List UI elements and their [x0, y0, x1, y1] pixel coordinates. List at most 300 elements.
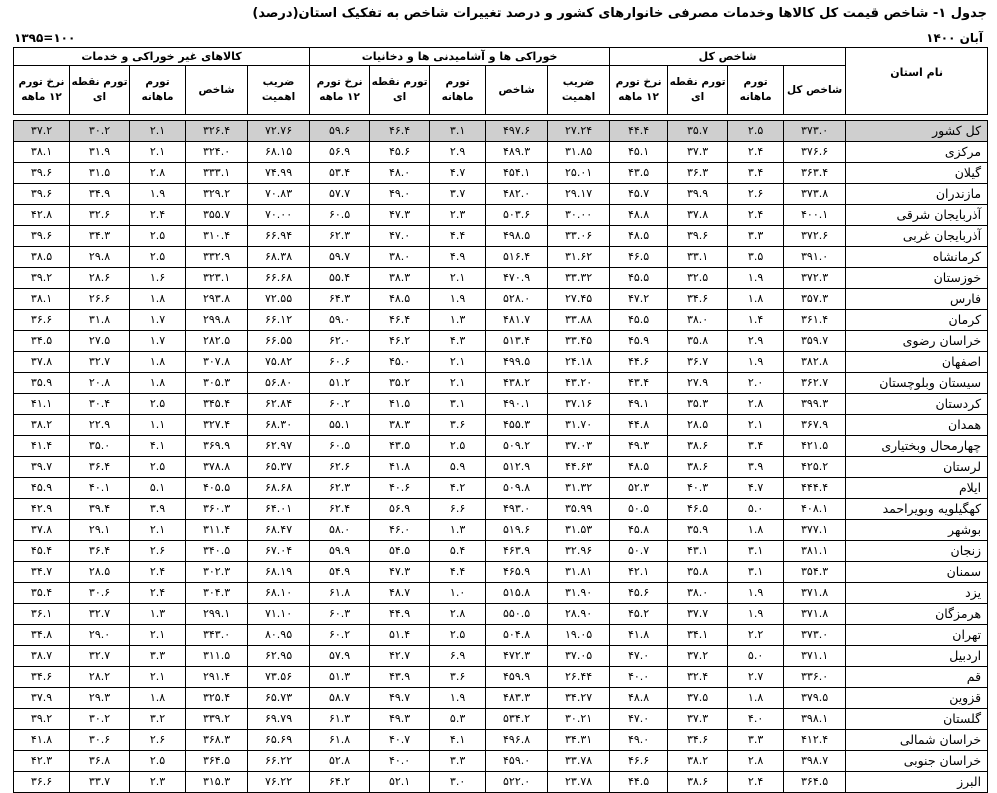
value-cell: ۲.۶: [130, 541, 186, 562]
table-row: [14, 142, 988, 163]
value-cell: ۳۷.۸: [14, 520, 70, 541]
value-cell: ۲۵.۰۱: [548, 163, 610, 184]
value-cell: ۳۱.۹۰: [548, 583, 610, 604]
value-cell: ۲۹.۸: [70, 247, 130, 268]
value-cell: ۴۱.۸: [14, 730, 70, 751]
value-cell: ۳۷۱.۱: [784, 646, 846, 667]
value-cell: ۴۷.۰: [370, 226, 430, 247]
value-cell: ۷۰.۰۰: [248, 205, 310, 226]
table-row: [14, 625, 988, 646]
value-cell: ۴۱.۱: [14, 394, 70, 415]
value-cell: ۴۶.۵: [610, 247, 668, 268]
value-cell: ۴۰۵.۵: [186, 478, 248, 499]
value-cell: ۳۹.۶: [14, 163, 70, 184]
value-cell: ۴۹۷.۶: [486, 121, 548, 142]
value-cell: ۴۴.۸: [610, 415, 668, 436]
value-cell: ۲.۱: [130, 625, 186, 646]
value-cell: ۵۴.۹: [310, 562, 370, 583]
value-cell: ۳۷.۸: [14, 352, 70, 373]
value-cell: ۴۱.۴: [14, 436, 70, 457]
value-cell: ۲.۱: [728, 415, 784, 436]
value-cell: ۳۷.۹: [14, 688, 70, 709]
value-cell: ۲.۵: [130, 457, 186, 478]
value-cell: ۶۲.۳: [310, 478, 370, 499]
value-cell: ۵۵.۴: [310, 268, 370, 289]
table-row: [14, 562, 988, 583]
value-cell: ۴۸.۵: [610, 457, 668, 478]
value-cell: ۳۹.۶: [14, 184, 70, 205]
table-row: [14, 226, 988, 247]
value-cell: ۵۲.۳: [610, 478, 668, 499]
value-cell: ۲.۵: [430, 436, 486, 457]
value-cell: ۷۱.۱۰: [248, 604, 310, 625]
value-cell: ۲.۵: [728, 121, 784, 142]
value-cell: ۵۲۸.۰: [486, 289, 548, 310]
value-cell: ۲.۵: [130, 394, 186, 415]
value-cell: ۳۸.۰: [370, 247, 430, 268]
province-name-cell: کرمان: [846, 310, 988, 331]
value-cell: ۶۲.۳: [310, 226, 370, 247]
value-cell: ۲۹۱.۴: [186, 667, 248, 688]
value-cell: ۲.۳: [130, 772, 186, 793]
value-cell: ۴۵.۸: [610, 520, 668, 541]
value-cell: ۴۵۹.۰: [486, 751, 548, 772]
value-cell: ۶۲.۰: [310, 331, 370, 352]
province-name-cell: کردستان: [846, 394, 988, 415]
value-cell: ۴۹.۰: [610, 730, 668, 751]
column-header: ضریب اهمیت: [248, 66, 310, 115]
column-header: شاخص کل: [784, 66, 846, 115]
value-cell: ۵۱۳.۴: [486, 331, 548, 352]
value-cell: ۳۱۱.۴: [186, 520, 248, 541]
column-header: نرخ تورم ۱۲ ماهه: [14, 66, 70, 115]
value-cell: ۲۹.۳: [70, 688, 130, 709]
value-cell: ۳۳۲.۹: [186, 247, 248, 268]
value-cell: ۵۸.۷: [310, 688, 370, 709]
value-cell: ۳۴۳.۰: [186, 625, 248, 646]
table-row: [14, 709, 988, 730]
value-cell: ۴۵.۶: [610, 583, 668, 604]
value-cell: ۸۰.۹۵: [248, 625, 310, 646]
value-cell: ۳۶.۸: [70, 751, 130, 772]
value-cell: ۴۹.۰: [370, 184, 430, 205]
value-cell: ۶۴.۲: [310, 772, 370, 793]
value-cell: ۵۱.۴: [370, 625, 430, 646]
table-row: [14, 730, 988, 751]
value-cell: ۵۶.۹: [310, 142, 370, 163]
value-cell: ۱.۸: [130, 352, 186, 373]
value-cell: ۱.۹: [728, 352, 784, 373]
value-cell: ۴۲.۳: [14, 751, 70, 772]
value-cell: ۵۰۹.۲: [486, 436, 548, 457]
value-cell: ۳۷.۱۶: [548, 394, 610, 415]
value-cell: ۲.۸: [430, 604, 486, 625]
value-cell: ۵۰.۷: [610, 541, 668, 562]
value-cell: ۴.۱: [130, 436, 186, 457]
province-name-cell: کرمانشاه: [846, 247, 988, 268]
value-cell: ۶۱.۳: [310, 709, 370, 730]
value-cell: ۲۹.۱۷: [548, 184, 610, 205]
value-cell: ۳۱۵.۳: [186, 772, 248, 793]
value-cell: ۳۷.۳: [668, 709, 728, 730]
value-cell: ۶۶.۶۸: [248, 268, 310, 289]
value-cell: ۲.۸: [728, 394, 784, 415]
value-cell: ۳۴.۱: [668, 625, 728, 646]
value-cell: ۴۱.۸: [610, 625, 668, 646]
value-cell: ۴۹۰.۱: [486, 394, 548, 415]
value-cell: ۵۲۲.۰: [486, 772, 548, 793]
value-cell: ۱.۹: [728, 583, 784, 604]
value-cell: ۲۲.۹: [70, 415, 130, 436]
value-cell: ۵۰۴.۸: [486, 625, 548, 646]
value-cell: ۲۷.۹: [668, 373, 728, 394]
value-cell: ۴۹.۳: [370, 709, 430, 730]
value-cell: ۲.۹: [430, 142, 486, 163]
value-cell: ۴۵۴.۱: [486, 163, 548, 184]
value-cell: ۳۶۷.۹: [784, 415, 846, 436]
value-cell: ۴۴.۹: [370, 604, 430, 625]
value-cell: ۴.۷: [430, 163, 486, 184]
value-cell: ۳۲۹.۲: [186, 184, 248, 205]
value-cell: ۵۰.۵: [610, 499, 668, 520]
table-row: [14, 520, 988, 541]
value-cell: ۴.۰: [728, 709, 784, 730]
value-cell: ۴۶.۵: [668, 499, 728, 520]
value-cell: ۱.۹: [130, 184, 186, 205]
value-cell: ۶۲.۹۷: [248, 436, 310, 457]
value-cell: ۲۶.۴۴: [548, 667, 610, 688]
value-cell: ۵.۳: [430, 709, 486, 730]
period-label: آبان ۱۴۰۰: [926, 31, 983, 45]
value-cell: ۳۷۷.۱: [784, 520, 846, 541]
value-cell: ۳.۳: [430, 751, 486, 772]
value-cell: ۴۲.۸: [14, 205, 70, 226]
value-cell: ۴۸.۵: [610, 226, 668, 247]
value-cell: ۳۱.۷۰: [548, 415, 610, 436]
value-cell: ۲۹.۱: [70, 520, 130, 541]
value-cell: ۳۳.۳۲: [548, 268, 610, 289]
value-cell: ۴۸.۰: [370, 163, 430, 184]
province-column-header: نام استان: [846, 48, 988, 115]
province-name-cell: زنجان: [846, 541, 988, 562]
value-cell: ۷۲.۵۵: [248, 289, 310, 310]
table-row: [14, 205, 988, 226]
value-cell: ۶۸.۱۵: [248, 142, 310, 163]
value-cell: ۴۵.۹: [14, 478, 70, 499]
value-cell: ۲.۴: [728, 772, 784, 793]
value-cell: ۳۰۴.۳: [186, 583, 248, 604]
value-cell: ۳.۴: [728, 436, 784, 457]
province-name-cell: همدان: [846, 415, 988, 436]
value-cell: ۶۲.۸۴: [248, 394, 310, 415]
value-cell: ۶۴.۳: [310, 289, 370, 310]
province-name-cell: گیلان: [846, 163, 988, 184]
value-cell: ۳۴.۸: [14, 625, 70, 646]
value-cell: ۴۴.۵: [610, 772, 668, 793]
table-row: [14, 163, 988, 184]
value-cell: ۴۱.۵: [370, 394, 430, 415]
value-cell: ۳.۳: [130, 646, 186, 667]
value-cell: ۴۳.۴: [610, 373, 668, 394]
table-row: [14, 646, 988, 667]
value-cell: ۴۵.۱: [610, 142, 668, 163]
value-cell: ۳۵.۴: [14, 583, 70, 604]
value-cell: ۲.۱: [430, 268, 486, 289]
value-cell: ۴۷.۲: [610, 289, 668, 310]
value-cell: ۵۱۹.۶: [486, 520, 548, 541]
value-cell: ۱.۴: [728, 310, 784, 331]
value-cell: ۶۶.۹۴: [248, 226, 310, 247]
value-cell: ۶۹.۷۹: [248, 709, 310, 730]
value-cell: ۳۱۰.۴: [186, 226, 248, 247]
value-cell: ۳۲.۶: [70, 205, 130, 226]
value-cell: ۳۷۳.۰: [784, 625, 846, 646]
value-cell: ۴۸.۵: [370, 289, 430, 310]
value-cell: ۳.۹: [130, 499, 186, 520]
value-cell: ۴۶.۴: [370, 310, 430, 331]
value-cell: ۴۹.۳: [610, 436, 668, 457]
province-name-cell: گلستان: [846, 709, 988, 730]
value-cell: ۳۴۵.۴: [186, 394, 248, 415]
value-cell: ۶۰.۲: [310, 625, 370, 646]
value-cell: ۵۸.۰: [310, 520, 370, 541]
value-cell: ۵۰۹.۸: [486, 478, 548, 499]
value-cell: ۴۷۰.۹: [486, 268, 548, 289]
province-name-cell: خراسان رضوی: [846, 331, 988, 352]
value-cell: ۲۷.۴۵: [548, 289, 610, 310]
value-cell: ۱.۹: [430, 688, 486, 709]
table-row: [14, 583, 988, 604]
province-name-cell: اردبیل: [846, 646, 988, 667]
value-cell: ۱.۰: [430, 583, 486, 604]
value-cell: ۴۶.۴: [370, 121, 430, 142]
value-cell: ۲۹.۰: [70, 625, 130, 646]
value-cell: ۲۸.۵: [70, 562, 130, 583]
value-cell: ۳۹.۹: [668, 184, 728, 205]
province-name-cell: فارس: [846, 289, 988, 310]
value-cell: ۴.۱: [430, 730, 486, 751]
value-cell: ۳۲.۷: [70, 352, 130, 373]
value-cell: ۱.۷: [130, 331, 186, 352]
table-row: [14, 352, 988, 373]
value-cell: ۲.۴: [130, 583, 186, 604]
value-cell: ۳۷.۵: [668, 688, 728, 709]
value-cell: ۴۵.۲: [610, 604, 668, 625]
value-cell: ۲.۸: [728, 751, 784, 772]
value-cell: ۴۰.۷: [370, 730, 430, 751]
value-cell: ۶۰.۳: [310, 604, 370, 625]
value-cell: ۵۱۵.۸: [486, 583, 548, 604]
value-cell: ۴.۲: [430, 478, 486, 499]
value-cell: ۳۳.۸۸: [548, 310, 610, 331]
value-cell: ۶۴.۰۱: [248, 499, 310, 520]
value-cell: ۴۶۳.۹: [486, 541, 548, 562]
value-cell: ۲.۱: [130, 667, 186, 688]
value-cell: ۴۳.۲۰: [548, 373, 610, 394]
value-cell: ۴۸.۷: [370, 583, 430, 604]
value-cell: ۲.۶: [728, 184, 784, 205]
value-cell: ۱.۹: [728, 604, 784, 625]
value-cell: ۲.۲: [728, 625, 784, 646]
value-cell: ۳۵.۸: [668, 562, 728, 583]
value-cell: ۳۲۷.۴: [186, 415, 248, 436]
province-name-cell: البرز: [846, 772, 988, 793]
value-cell: ۳۶.۴: [70, 541, 130, 562]
value-cell: ۴۵۵.۳: [486, 415, 548, 436]
value-cell: ۳۰۷.۸: [186, 352, 248, 373]
table-row: [14, 772, 988, 793]
value-cell: ۲.۴: [728, 142, 784, 163]
value-cell: ۳۵۴.۳: [784, 562, 846, 583]
value-cell: ۳۶۸.۳: [186, 730, 248, 751]
value-cell: ۳۱.۸: [70, 310, 130, 331]
value-cell: ۳.۱: [728, 541, 784, 562]
value-cell: ۳۰.۴: [70, 394, 130, 415]
column-header: تورم نقطه ای: [70, 66, 130, 115]
value-cell: ۵.۰: [728, 646, 784, 667]
value-cell: ۶۶.۱۲: [248, 310, 310, 331]
value-cell: ۴۹۸.۵: [486, 226, 548, 247]
value-cell: ۲۷.۲۴: [548, 121, 610, 142]
value-cell: ۳۴.۷: [14, 562, 70, 583]
value-cell: ۴۹۶.۸: [486, 730, 548, 751]
value-cell: ۵۹.۰: [310, 310, 370, 331]
value-cell: ۲۷.۵: [70, 331, 130, 352]
value-cell: ۴۸۱.۷: [486, 310, 548, 331]
base-year-label: ۱۳۹۵=۱۰۰: [14, 31, 76, 45]
value-cell: ۴۵.۹: [610, 331, 668, 352]
value-cell: ۴۵۹.۹: [486, 667, 548, 688]
value-cell: ۷۵.۸۲: [248, 352, 310, 373]
value-cell: ۱.۱: [130, 415, 186, 436]
value-cell: ۲.۱: [130, 121, 186, 142]
value-cell: ۵۵۰.۵: [486, 604, 548, 625]
value-cell: ۳۳.۴۵: [548, 331, 610, 352]
value-cell: ۳۹.۶: [668, 226, 728, 247]
value-cell: ۳۷.۲: [668, 646, 728, 667]
value-cell: ۴۹۹.۵: [486, 352, 548, 373]
value-cell: ۶۸.۱۰: [248, 583, 310, 604]
value-cell: ۵۹.۶: [310, 121, 370, 142]
value-cell: ۶۷.۰۴: [248, 541, 310, 562]
value-cell: ۷۴.۹۹: [248, 163, 310, 184]
value-cell: ۱.۷: [130, 310, 186, 331]
value-cell: ۲.۱: [130, 520, 186, 541]
value-cell: ۳۰۲.۳: [186, 562, 248, 583]
value-cell: ۲.۱: [430, 352, 486, 373]
value-cell: ۶۰.۲: [310, 394, 370, 415]
value-cell: ۳۵.۹: [668, 520, 728, 541]
value-cell: ۲.۵: [130, 751, 186, 772]
table-row: [14, 604, 988, 625]
value-cell: ۳۵.۷: [668, 121, 728, 142]
value-cell: ۶۱.۸: [310, 583, 370, 604]
value-cell: ۳.۳: [728, 730, 784, 751]
value-cell: ۳۴.۵: [14, 331, 70, 352]
value-cell: ۵۶.۸۰: [248, 373, 310, 394]
value-cell: ۶۸.۶۸: [248, 478, 310, 499]
table-row: [14, 373, 988, 394]
value-cell: ۳۴.۶: [668, 289, 728, 310]
value-cell: ۳۶۱.۴: [784, 310, 846, 331]
value-cell: ۳۷.۰۵: [548, 646, 610, 667]
value-cell: ۳۸۱.۱: [784, 541, 846, 562]
value-cell: ۴۴.۶: [610, 352, 668, 373]
value-cell: ۲۹۳.۸: [186, 289, 248, 310]
value-cell: ۶۶.۲۲: [248, 751, 310, 772]
value-cell: ۳۷۸.۸: [186, 457, 248, 478]
value-cell: ۳۹.۴: [70, 499, 130, 520]
value-cell: ۱.۹: [430, 289, 486, 310]
value-cell: ۲۹۹.۸: [186, 310, 248, 331]
table-row: [14, 478, 988, 499]
value-cell: ۳۲.۴: [668, 667, 728, 688]
value-cell: ۲.۱: [430, 373, 486, 394]
column-header: تورم ماهانه: [130, 66, 186, 115]
column-header: نرخ تورم ۱۲ ماهه: [310, 66, 370, 115]
table-title: جدول ۱- شاخص قیمت کل کالاها وخدمات مصرفی خانوارهای کشور و درصد تغییرات شاخص به تفکیک استان(درصد): [252, 6, 987, 21]
value-cell: ۲.۶: [130, 730, 186, 751]
value-cell: ۶۸.۴۷: [248, 520, 310, 541]
value-cell: ۴۶.۶: [610, 751, 668, 772]
value-cell: ۴۱۲.۴: [784, 730, 846, 751]
value-cell: ۲.۵: [130, 226, 186, 247]
value-cell: ۳۳.۷۸: [548, 751, 610, 772]
table-row: [14, 247, 988, 268]
value-cell: ۳۸.۵: [14, 247, 70, 268]
value-cell: ۶۶.۵۵: [248, 331, 310, 352]
value-cell: ۳۸.۶: [668, 772, 728, 793]
value-cell: ۳۶۲.۷: [784, 373, 846, 394]
value-cell: ۳۶.۱: [14, 604, 70, 625]
value-cell: ۳۸.۳: [370, 415, 430, 436]
value-cell: ۴۰.۱: [70, 478, 130, 499]
value-cell: ۳۰.۶: [70, 730, 130, 751]
value-cell: ۳۷.۷: [668, 604, 728, 625]
province-name-cell: مرکزی: [846, 142, 988, 163]
value-cell: ۴.۷: [728, 478, 784, 499]
value-cell: ۴۷.۳: [370, 205, 430, 226]
total-index-group-header: شاخص کل: [610, 48, 846, 66]
province-name-cell: تهران: [846, 625, 988, 646]
value-cell: ۳.۱: [728, 562, 784, 583]
value-cell: ۳۲.۷: [70, 646, 130, 667]
table-row: [14, 436, 988, 457]
value-cell: ۳۰.۲۱: [548, 709, 610, 730]
table-body: [14, 115, 988, 793]
value-cell: ۳۳۳.۱: [186, 163, 248, 184]
province-name-cell: لرستان: [846, 457, 988, 478]
value-cell: ۳۸.۱: [14, 289, 70, 310]
value-cell: ۱.۶: [130, 268, 186, 289]
value-cell: ۳۳۶.۰: [784, 667, 846, 688]
value-cell: ۶۰.۶: [310, 352, 370, 373]
value-cell: ۴۰۸.۱: [784, 499, 846, 520]
value-cell: ۳۵.۳: [668, 394, 728, 415]
value-cell: ۵.۴: [430, 541, 486, 562]
value-cell: ۳۷.۲: [14, 121, 70, 142]
value-cell: ۴۰.۳: [668, 478, 728, 499]
value-cell: ۴۰.۰: [370, 751, 430, 772]
value-cell: ۳۳.۰۶: [548, 226, 610, 247]
value-cell: ۳.۷: [430, 184, 486, 205]
value-cell: ۴۵.۵: [610, 268, 668, 289]
value-cell: ۳۲.۹۶: [548, 541, 610, 562]
value-cell: ۱.۸: [728, 289, 784, 310]
province-name-cell: خراسان شمالی: [846, 730, 988, 751]
value-cell: ۱.۹: [728, 268, 784, 289]
value-cell: ۳۳.۷: [70, 772, 130, 793]
